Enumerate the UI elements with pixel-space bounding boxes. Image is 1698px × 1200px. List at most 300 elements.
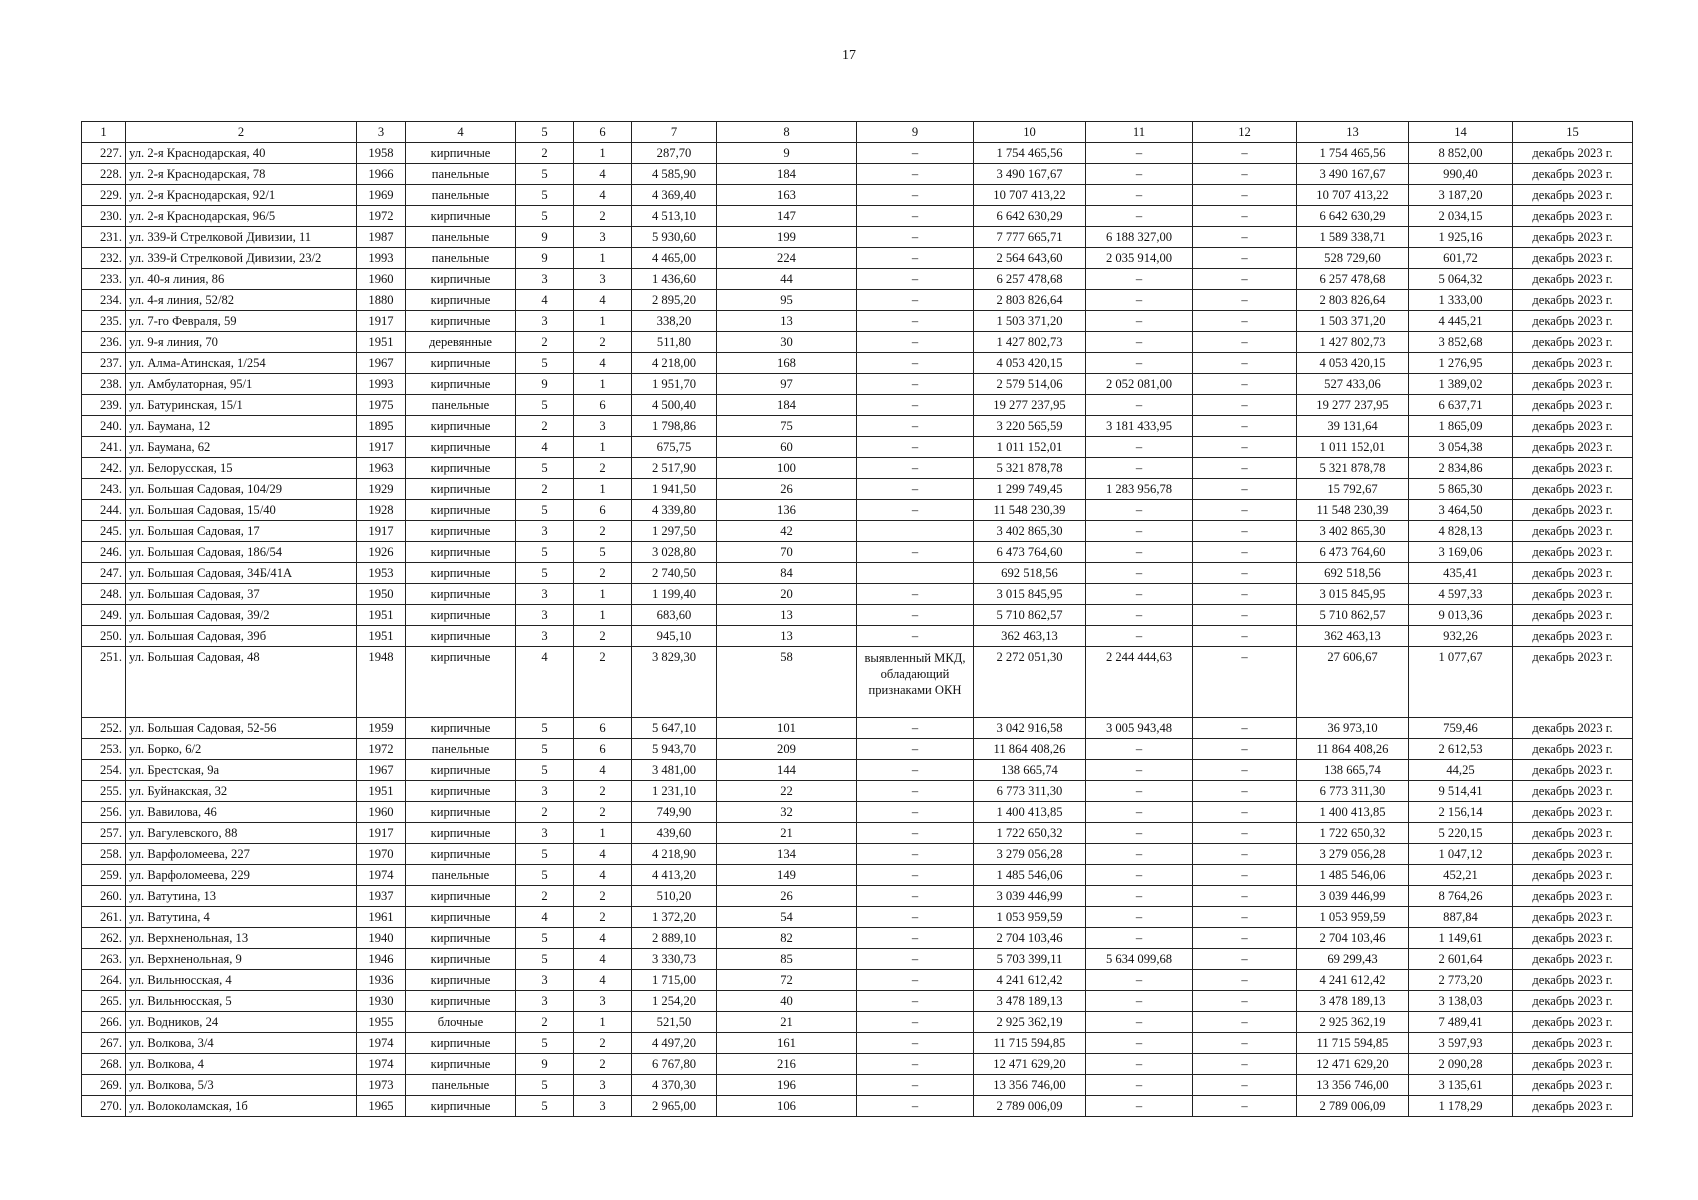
- table-cell: 13 356 746,00: [974, 1075, 1086, 1096]
- table-row: [82, 844, 1633, 865]
- table-cell: 3: [574, 416, 632, 437]
- table-cell: –: [1086, 353, 1193, 374]
- table-cell: 5: [574, 542, 632, 563]
- table-cell: 1 254,20: [632, 991, 717, 1012]
- table-cell: 1 053 959,59: [974, 907, 1086, 928]
- table-cell: 3: [516, 626, 574, 647]
- table-cell: 5: [516, 1096, 574, 1117]
- table-cell: 256.: [82, 802, 126, 823]
- table-cell: 2 564 643,60: [974, 248, 1086, 269]
- table-cell: 138 665,74: [974, 760, 1086, 781]
- table-row: [82, 185, 1633, 206]
- table-cell: 3 005 943,48: [1086, 718, 1193, 739]
- table-cell: кирпичные: [406, 1033, 516, 1054]
- table-cell: –: [1086, 206, 1193, 227]
- table-row: [82, 311, 1633, 332]
- table-row: [82, 1054, 1633, 1075]
- table-cell: декабрь 2023 г.: [1513, 739, 1633, 760]
- page-number: 17: [842, 48, 856, 63]
- table-cell: 6 773 311,30: [974, 781, 1086, 802]
- table-cell: 2: [516, 143, 574, 164]
- table-cell: –: [1086, 332, 1193, 353]
- table-cell: 2: [574, 781, 632, 802]
- table-cell: декабрь 2023 г.: [1513, 949, 1633, 970]
- table-cell: 3 169,06: [1409, 542, 1513, 563]
- table-cell: 2: [574, 886, 632, 907]
- table-cell: ул. Варфоломеева, 227: [126, 844, 357, 865]
- table-cell: ул. 339-й Стрелковой Дивизии, 23/2: [126, 248, 357, 269]
- table-cell: 241.: [82, 437, 126, 458]
- table-cell: 3: [574, 227, 632, 248]
- table-cell: –: [857, 269, 974, 290]
- table-cell: 40: [717, 991, 857, 1012]
- table-cell: 5: [516, 395, 574, 416]
- table-cell: 5: [516, 164, 574, 185]
- table-cell: 3: [574, 991, 632, 1012]
- table-cell: –: [857, 458, 974, 479]
- table-cell: 196: [717, 1075, 857, 1096]
- table-cell: ул. Ватутина, 4: [126, 907, 357, 928]
- table-cell: ул. Баумана, 62: [126, 437, 357, 458]
- table-cell: 2 803 826,64: [1297, 290, 1409, 311]
- table-cell: ул. 9-я линия, 70: [126, 332, 357, 353]
- table-cell: –: [857, 865, 974, 886]
- table-cell: –: [1193, 886, 1297, 907]
- table-cell: 247.: [82, 563, 126, 584]
- table-cell: 3 402 865,30: [974, 521, 1086, 542]
- table-cell: 2: [574, 1033, 632, 1054]
- table-cell: –: [1086, 739, 1193, 760]
- table-cell: 2 517,90: [632, 458, 717, 479]
- table-cell: –: [857, 395, 974, 416]
- table-row: [82, 437, 1633, 458]
- table-cell: 1 427 802,73: [974, 332, 1086, 353]
- table-cell: –: [1193, 143, 1297, 164]
- table-cell: 5 647,10: [632, 718, 717, 739]
- table-cell: 243.: [82, 479, 126, 500]
- table-cell: 269.: [82, 1075, 126, 1096]
- table-cell: ул. Большая Садовая, 52-56: [126, 718, 357, 739]
- table-cell: 2: [574, 458, 632, 479]
- table-row: [82, 760, 1633, 781]
- table-cell: 134: [717, 844, 857, 865]
- table-cell: ул. Ватутина, 13: [126, 886, 357, 907]
- table-cell: 259.: [82, 865, 126, 886]
- table-cell: декабрь 2023 г.: [1513, 584, 1633, 605]
- table-cell: 3 187,20: [1409, 185, 1513, 206]
- table-cell: 1955: [357, 1012, 406, 1033]
- table-cell: –: [1086, 844, 1193, 865]
- table-cell: 263.: [82, 949, 126, 970]
- table-cell: 2: [516, 1012, 574, 1033]
- table-row: [82, 991, 1633, 1012]
- table-cell: 887,84: [1409, 907, 1513, 928]
- table-cell: декабрь 2023 г.: [1513, 970, 1633, 991]
- table-cell: 85: [717, 949, 857, 970]
- table-cell: –: [1086, 802, 1193, 823]
- table-cell: 1 011 152,01: [974, 437, 1086, 458]
- table-cell: кирпичные: [406, 290, 516, 311]
- table-cell: 3 181 433,95: [1086, 416, 1193, 437]
- table-cell: [857, 521, 974, 542]
- table-cell: 1: [574, 605, 632, 626]
- table-cell: 106: [717, 1096, 857, 1117]
- table-cell: 1: [574, 374, 632, 395]
- table-cell: 54: [717, 907, 857, 928]
- table-cell: 257.: [82, 823, 126, 844]
- table-cell: 1 389,02: [1409, 374, 1513, 395]
- table-cell: 13: [717, 605, 857, 626]
- table-cell: 5: [516, 542, 574, 563]
- table-cell: 5: [516, 760, 574, 781]
- table-cell: 232.: [82, 248, 126, 269]
- table-cell: 6 767,80: [632, 1054, 717, 1075]
- table-cell: 2: [574, 332, 632, 353]
- table-cell: панельные: [406, 739, 516, 760]
- table-cell: 2 156,14: [1409, 802, 1513, 823]
- table-cell: 4 218,00: [632, 353, 717, 374]
- table-cell: декабрь 2023 г.: [1513, 227, 1633, 248]
- table-cell: 6 637,71: [1409, 395, 1513, 416]
- table-cell: 3 330,73: [632, 949, 717, 970]
- table-cell: 30: [717, 332, 857, 353]
- table-cell: –: [857, 781, 974, 802]
- table-cell: –: [1086, 269, 1193, 290]
- table-cell: 3 829,30: [632, 647, 717, 718]
- table-cell: –: [1086, 1054, 1193, 1075]
- table-cell: ул. Большая Садовая, 104/29: [126, 479, 357, 500]
- table-cell: кирпичные: [406, 353, 516, 374]
- table-cell: 44: [717, 269, 857, 290]
- table-cell: 4 053 420,15: [1297, 353, 1409, 374]
- table-cell: 12 471 629,20: [1297, 1054, 1409, 1075]
- header-cell: 4: [406, 122, 516, 143]
- table-cell: 1 299 749,45: [974, 479, 1086, 500]
- table-cell: 4: [516, 907, 574, 928]
- table-cell: 1959: [357, 718, 406, 739]
- table-row: [82, 521, 1633, 542]
- table-cell: кирпичные: [406, 311, 516, 332]
- table-cell: 209: [717, 739, 857, 760]
- table-cell: 1 400 413,85: [974, 802, 1086, 823]
- table-cell: 9: [717, 143, 857, 164]
- table-cell: панельные: [406, 865, 516, 886]
- table-row: [82, 563, 1633, 584]
- table-cell: –: [857, 437, 974, 458]
- table-cell: 362 463,13: [974, 626, 1086, 647]
- table-cell: кирпичные: [406, 781, 516, 802]
- table-cell: 258.: [82, 844, 126, 865]
- table-cell: 1 283 956,78: [1086, 479, 1193, 500]
- table-cell: 439,60: [632, 823, 717, 844]
- table-cell: ул. Верхненольная, 9: [126, 949, 357, 970]
- table-cell: 4: [516, 290, 574, 311]
- table-cell: 262.: [82, 928, 126, 949]
- table-cell: 1936: [357, 970, 406, 991]
- table-cell: 4 828,13: [1409, 521, 1513, 542]
- table-cell: –: [857, 886, 974, 907]
- table-cell: 2 925 362,19: [974, 1012, 1086, 1033]
- table-cell: –: [857, 479, 974, 500]
- table-cell: кирпичные: [406, 437, 516, 458]
- table-cell: 22: [717, 781, 857, 802]
- table-cell: –: [1193, 248, 1297, 269]
- table-cell: 58: [717, 647, 857, 718]
- table-cell: ул. Большая Садовая, 186/54: [126, 542, 357, 563]
- table-cell: ул. Алма-Атинская, 1/254: [126, 353, 357, 374]
- table-row: [82, 802, 1633, 823]
- table-cell: 95: [717, 290, 857, 311]
- table-cell: 2: [516, 479, 574, 500]
- table-cell: 1966: [357, 164, 406, 185]
- table-cell: 287,70: [632, 143, 717, 164]
- table-cell: –: [1086, 185, 1193, 206]
- table-cell: –: [1086, 1012, 1193, 1033]
- table-cell: –: [857, 584, 974, 605]
- table-row: [82, 416, 1633, 437]
- table-row: [82, 823, 1633, 844]
- table-cell: 1958: [357, 143, 406, 164]
- header-row: [82, 122, 1633, 143]
- table-cell: –: [1193, 1012, 1297, 1033]
- table-cell: 2: [516, 802, 574, 823]
- table-cell: кирпичные: [406, 269, 516, 290]
- table-cell: –: [857, 1033, 974, 1054]
- table-cell: –: [1193, 353, 1297, 374]
- table-cell: декабрь 2023 г.: [1513, 185, 1633, 206]
- table-cell: 11 715 594,85: [1297, 1033, 1409, 1054]
- table-cell: 1928: [357, 500, 406, 521]
- header-cell: 3: [357, 122, 406, 143]
- table-cell: 4 053 420,15: [974, 353, 1086, 374]
- table-cell: –: [1086, 605, 1193, 626]
- table-cell: 1930: [357, 991, 406, 1012]
- table-cell: 3 220 565,59: [974, 416, 1086, 437]
- table-cell: ул. Большая Садовая, 34Б/41А: [126, 563, 357, 584]
- table-cell: 235.: [82, 311, 126, 332]
- table-cell: –: [1193, 458, 1297, 479]
- table-cell: ул. Батуринская, 15/1: [126, 395, 357, 416]
- table-cell: 1 485 546,06: [1297, 865, 1409, 886]
- table-cell: 1993: [357, 248, 406, 269]
- table-cell: панельные: [406, 248, 516, 269]
- table-cell: декабрь 2023 г.: [1513, 760, 1633, 781]
- table-cell: 5: [516, 458, 574, 479]
- table-cell: 8 764,26: [1409, 886, 1513, 907]
- table-cell: 1 053 959,59: [1297, 907, 1409, 928]
- table-cell: 601,72: [1409, 248, 1513, 269]
- table-cell: 36 973,10: [1297, 718, 1409, 739]
- table-cell: декабрь 2023 г.: [1513, 290, 1633, 311]
- table-cell: 6: [574, 395, 632, 416]
- table-cell: 362 463,13: [1297, 626, 1409, 647]
- table-cell: ул. Водников, 24: [126, 1012, 357, 1033]
- table-cell: –: [1086, 563, 1193, 584]
- table-cell: 1967: [357, 353, 406, 374]
- table-cell: ул. 2-я Краснодарская, 96/5: [126, 206, 357, 227]
- table-cell: 1: [574, 479, 632, 500]
- table-cell: 3 852,68: [1409, 332, 1513, 353]
- table-cell: ул. 2-я Краснодарская, 40: [126, 143, 357, 164]
- table-cell: 1950: [357, 584, 406, 605]
- table-cell: 26: [717, 479, 857, 500]
- table-cell: 270.: [82, 1096, 126, 1117]
- table-cell: 4 500,40: [632, 395, 717, 416]
- header-cell: 6: [574, 122, 632, 143]
- table-cell: 6 473 764,60: [1297, 542, 1409, 563]
- table-cell: 6: [574, 500, 632, 521]
- table-cell: ул. 2-я Краснодарская, 92/1: [126, 185, 357, 206]
- table-cell: ул. Буйнакская, 32: [126, 781, 357, 802]
- header-cell: 7: [632, 122, 717, 143]
- table-row: [82, 353, 1633, 374]
- table-cell: 6: [574, 739, 632, 760]
- table-cell: 528 729,60: [1297, 248, 1409, 269]
- table-cell: выявленный МКД, обладающий признаками ОКН: [857, 647, 974, 718]
- table-cell: 1 754 465,56: [974, 143, 1086, 164]
- table-row: [82, 479, 1633, 500]
- table-cell: декабрь 2023 г.: [1513, 521, 1633, 542]
- table-cell: 1 941,50: [632, 479, 717, 500]
- table-cell: кирпичные: [406, 458, 516, 479]
- table-cell: 1953: [357, 563, 406, 584]
- table-cell: ул. Вавилова, 46: [126, 802, 357, 823]
- table-cell: ул. Борко, 6/2: [126, 739, 357, 760]
- header-cell: 5: [516, 122, 574, 143]
- table-cell: 5: [516, 949, 574, 970]
- table-cell: кирпичные: [406, 416, 516, 437]
- table-cell: 4: [574, 928, 632, 949]
- table-cell: 5: [516, 353, 574, 374]
- table-cell: –: [1193, 907, 1297, 928]
- table-cell: –: [1086, 781, 1193, 802]
- table-cell: кирпичные: [406, 802, 516, 823]
- header-cell: 1: [82, 122, 126, 143]
- table-cell: 3: [516, 311, 574, 332]
- table-cell: 521,50: [632, 1012, 717, 1033]
- table-cell: –: [1086, 542, 1193, 563]
- table-cell: 268.: [82, 1054, 126, 1075]
- table-cell: 1937: [357, 886, 406, 907]
- table-cell: 2: [574, 802, 632, 823]
- table-cell: 2: [574, 563, 632, 584]
- header-cell: 12: [1193, 122, 1297, 143]
- table-cell: 4: [574, 185, 632, 206]
- table-row: [82, 970, 1633, 991]
- table-cell: декабрь 2023 г.: [1513, 991, 1633, 1012]
- table-cell: 5 710 862,57: [1297, 605, 1409, 626]
- table-cell: ул. Большая Садовая, 15/40: [126, 500, 357, 521]
- table-row: [82, 269, 1633, 290]
- table-cell: 184: [717, 164, 857, 185]
- table-cell: –: [857, 353, 974, 374]
- table-cell: 5: [516, 206, 574, 227]
- table-cell: 945,10: [632, 626, 717, 647]
- table-cell: декабрь 2023 г.: [1513, 500, 1633, 521]
- table-cell: 5: [516, 928, 574, 949]
- table-cell: 3: [516, 269, 574, 290]
- table-cell: 234.: [82, 290, 126, 311]
- table-cell: кирпичные: [406, 521, 516, 542]
- table-cell: 251.: [82, 647, 126, 718]
- table-cell: 2: [574, 647, 632, 718]
- table-cell: декабрь 2023 г.: [1513, 437, 1633, 458]
- table-cell: –: [857, 802, 974, 823]
- table-cell: 5 865,30: [1409, 479, 1513, 500]
- table-cell: 1972: [357, 739, 406, 760]
- table-cell: 249.: [82, 605, 126, 626]
- table-cell: кирпичные: [406, 991, 516, 1012]
- table-cell: 3 054,38: [1409, 437, 1513, 458]
- table-cell: –: [857, 542, 974, 563]
- table-cell: 3: [574, 1075, 632, 1096]
- table-cell: 3 490 167,67: [1297, 164, 1409, 185]
- table-cell: –: [1193, 521, 1297, 542]
- table-cell: декабрь 2023 г.: [1513, 416, 1633, 437]
- table-row: [82, 739, 1633, 760]
- table-cell: кирпичные: [406, 647, 516, 718]
- table-cell: 1 276,95: [1409, 353, 1513, 374]
- table-cell: 2: [516, 416, 574, 437]
- table-cell: 250.: [82, 626, 126, 647]
- table-cell: 4 218,90: [632, 844, 717, 865]
- table-row: [82, 626, 1633, 647]
- table-cell: панельные: [406, 227, 516, 248]
- table-cell: 1961: [357, 907, 406, 928]
- housing-table: [81, 121, 1633, 1117]
- table-cell: 10 707 413,22: [1297, 185, 1409, 206]
- table-cell: 1: [574, 1012, 632, 1033]
- table-cell: 3 138,03: [1409, 991, 1513, 1012]
- table-cell: декабрь 2023 г.: [1513, 563, 1633, 584]
- table-cell: панельные: [406, 164, 516, 185]
- table-cell: 5 943,70: [632, 739, 717, 760]
- table-cell: 1 372,20: [632, 907, 717, 928]
- table-cell: –: [857, 311, 974, 332]
- table-cell: декабрь 2023 г.: [1513, 353, 1633, 374]
- table-cell: 240.: [82, 416, 126, 437]
- table-cell: кирпичные: [406, 907, 516, 928]
- table-cell: 1940: [357, 928, 406, 949]
- table-cell: 161: [717, 1033, 857, 1054]
- table-cell: ул. Волкова, 3/4: [126, 1033, 357, 1054]
- table-cell: кирпичные: [406, 206, 516, 227]
- table-cell: 3: [516, 970, 574, 991]
- table-cell: 4 413,20: [632, 865, 717, 886]
- table-cell: ул. Большая Садовая, 17: [126, 521, 357, 542]
- table-cell: 9 514,41: [1409, 781, 1513, 802]
- table-cell: 13 356 746,00: [1297, 1075, 1409, 1096]
- table-cell: 227.: [82, 143, 126, 164]
- table-cell: 6 642 630,29: [1297, 206, 1409, 227]
- table-cell: 1974: [357, 1054, 406, 1075]
- table-cell: 69 299,43: [1297, 949, 1409, 970]
- table-cell: 1: [574, 248, 632, 269]
- table-cell: 9: [516, 374, 574, 395]
- table-cell: 1: [574, 823, 632, 844]
- table-cell: –: [1193, 865, 1297, 886]
- header-cell: 11: [1086, 122, 1193, 143]
- table-cell: 3: [516, 521, 574, 542]
- header-cell: 9: [857, 122, 974, 143]
- table-cell: 3 039 446,99: [974, 886, 1086, 907]
- table-cell: –: [1193, 823, 1297, 844]
- table-cell: –: [1086, 521, 1193, 542]
- table-cell: –: [857, 760, 974, 781]
- table-cell: 237.: [82, 353, 126, 374]
- table-cell: –: [1193, 206, 1297, 227]
- table-cell: 266.: [82, 1012, 126, 1033]
